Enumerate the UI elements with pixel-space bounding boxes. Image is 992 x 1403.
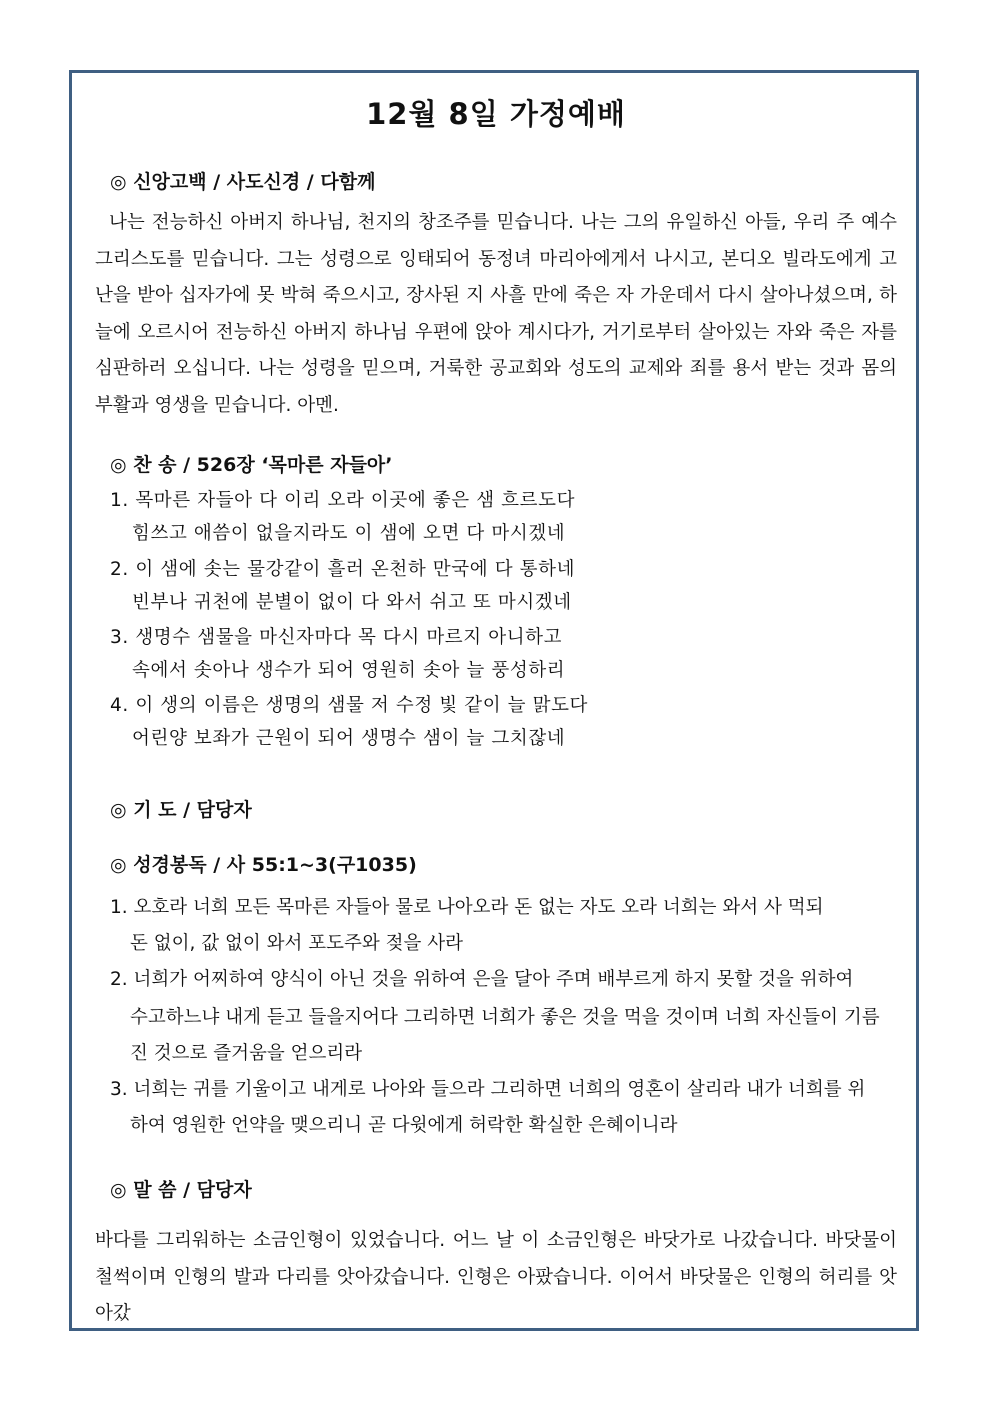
- creed-paragraph: 나는 전능하신 아버지 하나님, 천지의 창조주를 믿습니다. 나는 그의 유일하신 아들, 우리 주 예수 그리스도를 믿습니다. 그는 성령으로 잉태되어 동정녀 마리아에게서 나시고, 본디오 빌라도에게 고난을 받아 십자가에 못 박혀 죽으시고, 장사된 지 사흘 만에 죽은 자 가운데서 다시 살아나셨으며, 하늘에 오르시어 전능하신 아버지 하나님 우편에 앉아 계시다가, 거기로부터 살아있는 자와 죽은 자를 심판하러 오십니다. 나는 성령을 믿으며, 거룩한 공교회와 성도의 교제와 죄를 용서 받는 것과 몸의 부활과 영생을 믿습니다. 아멘.: [95, 212, 903, 416]
- sermon-paragraph: 바다를 그리워하는 소금인형이 있었습니다. 어느 날 이 소금인형은 바닷가로 나갔습니다. 바닷물이 철썩이며 인형의 발과 다리를 앗아갔습니다. 인형은 아팠습니다. 이어서 바닷물은 인형의 허리를 앗아갔: [95, 1230, 897, 1324]
- hymn-line: 빈부나 귀천에 분별이 없이 다 와서 쉬고 또 마시겠네: [132, 592, 572, 613]
- sermon-text: [95, 1223, 897, 1333]
- creed-text: [95, 205, 903, 424]
- hymn-line: 1. 목마른 자들아 다 이리 오라 이곳에 좋은 샘 흐르도다: [110, 490, 576, 511]
- verse-line: 3. 너희는 귀를 기울이고 내게로 나아와 들으라 그리하면 너희의 영혼이 살리라 내가 너희를 위: [110, 1079, 866, 1100]
- verse-line: 2. 너희가 어찌하여 양식이 아닌 것을 위하여 은을 달아 주며 배부르게 하지 못할 것을 위하여: [110, 969, 854, 990]
- hymn-line: 힘쓰고 애씀이 없을지라도 이 샘에 오면 다 마시겠네: [132, 523, 566, 544]
- hymn-line: 속에서 솟아나 생수가 되어 영원히 솟아 늘 풍성하리: [132, 660, 566, 681]
- hymn-line: 어린양 보좌가 근원이 되어 생명수 샘이 늘 그치잖네: [132, 728, 566, 749]
- verse-line: 1. 오호라 너희 모든 목마른 자들아 물로 나아오라 돈 없는 자도 오라 너희는 와서 사 먹되: [110, 897, 824, 918]
- reading-heading: ◎ 성경봉독 / 사 55:1~3(구1035): [110, 854, 417, 876]
- hymn-line: 3. 생명수 샘물을 마신자마다 목 다시 마르지 아니하고: [110, 627, 563, 648]
- verse-line: 돈 없이, 값 없이 와서 포도주와 젖을 사라: [130, 933, 463, 954]
- sermon-heading: ◎ 말 씀 / 담당자: [110, 1179, 252, 1201]
- creed-heading: ◎ 신앙고백 / 사도신경 / 다함께: [110, 171, 376, 193]
- hymn-heading: ◎ 찬 송 / 526장 ‘목마른 자들아’: [110, 454, 393, 476]
- verse-line: 하여 영원한 언약을 맺으리니 곧 다윗에게 허락한 확실한 은혜이니라: [130, 1115, 678, 1136]
- verse-line: 수고하느냐 내게 듣고 들을지어다 그리하면 너희가 좋은 것을 먹을 것이며 너희 자신들이 기름: [130, 1007, 880, 1028]
- page-title: 12월 8일 가정예배: [366, 97, 626, 131]
- prayer-heading: ◎ 기 도 / 담당자: [110, 799, 252, 821]
- hymn-line: 4. 이 생의 이름은 생명의 샘물 저 수정 빛 같이 늘 맑도다: [110, 695, 589, 716]
- verse-line: 진 것으로 즐거움을 얻으리라: [130, 1043, 363, 1064]
- hymn-line: 2. 이 샘에 솟는 물강같이 흘러 온천하 만국에 다 통하네: [110, 559, 576, 580]
